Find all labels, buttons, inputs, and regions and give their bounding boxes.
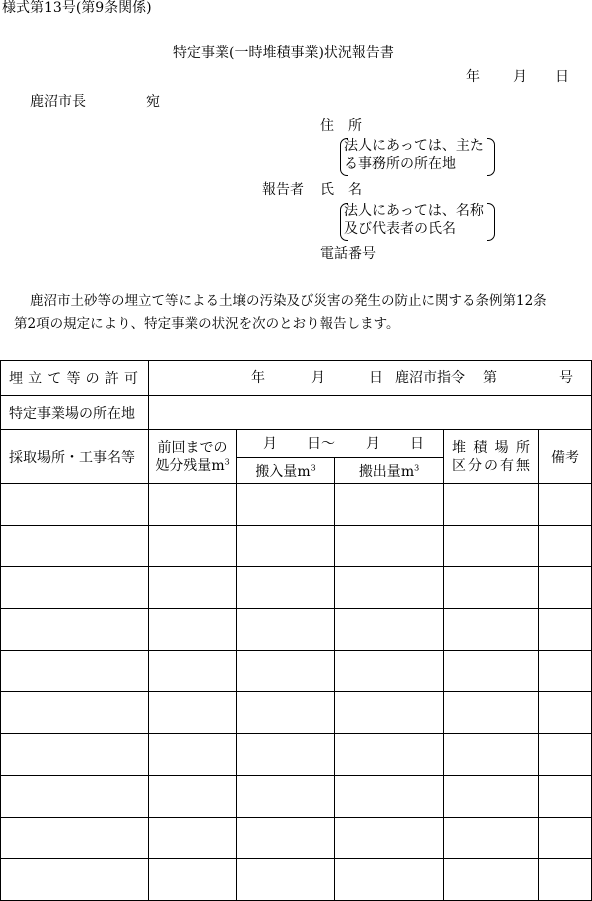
remarks-header: 備考 (539, 430, 592, 484)
table-row (1, 484, 592, 526)
in-amount-cell[interactable] (237, 650, 335, 692)
remarks-cell[interactable] (539, 484, 592, 526)
period-day1: 日～ (307, 435, 335, 452)
out-amount-cell[interactable] (335, 484, 444, 526)
out-amount-cell[interactable] (335, 650, 444, 692)
table-row (1, 650, 592, 692)
period-month2: 月 (366, 435, 380, 452)
in-amount-cell[interactable] (237, 567, 335, 609)
permit-label: 埋 立 て 等 の 許 可 (9, 371, 138, 387)
date-day: 日 (555, 69, 569, 85)
prev-balance-cell[interactable] (149, 609, 237, 651)
source-cell[interactable] (1, 525, 149, 567)
address-note-line1: 法人にあっては、主た (344, 138, 484, 154)
period-header (237, 430, 444, 458)
storage-cell[interactable] (444, 817, 539, 859)
prev-balance-cell[interactable] (149, 775, 237, 817)
storage-cell[interactable] (444, 650, 539, 692)
table-row (1, 567, 592, 609)
storage-cell[interactable] (444, 734, 539, 776)
table-row (1, 609, 592, 651)
prev-balance-cell[interactable] (149, 525, 237, 567)
out-amount-cell[interactable] (335, 567, 444, 609)
out-amount-cell[interactable] (335, 609, 444, 651)
permit-dai: 第 (483, 370, 497, 386)
name-note-line1: 法人にあっては、名称 (344, 203, 484, 219)
remarks-cell[interactable] (539, 650, 592, 692)
prev-balance-cell[interactable] (149, 692, 237, 734)
storage-cell[interactable] (444, 609, 539, 651)
permit-year: 年 (251, 370, 265, 386)
source-cell[interactable] (1, 734, 149, 776)
prev-balance-cell[interactable] (149, 650, 237, 692)
permit-go: 号 (559, 370, 573, 386)
remarks-cell[interactable] (539, 859, 592, 901)
source-cell[interactable] (1, 567, 149, 609)
source-cell[interactable] (1, 817, 149, 859)
remarks-cell[interactable] (539, 734, 592, 776)
out-amount-header: 搬出量$m^3$ (335, 458, 444, 484)
phone-label: 電話番号 (320, 246, 376, 262)
addressee-suffix: 宛 (146, 94, 160, 110)
remarks-cell[interactable] (539, 525, 592, 567)
storage-cell[interactable] (444, 775, 539, 817)
prev-balance-cell[interactable] (149, 817, 237, 859)
date-year: 年 (466, 69, 480, 85)
storage-cell[interactable] (444, 692, 539, 734)
date-month: 月 (513, 69, 527, 85)
prev-balance-cell[interactable] (149, 567, 237, 609)
in-amount-cell[interactable] (237, 525, 335, 567)
table-row (1, 734, 592, 776)
body-text-line1: 鹿沼市土砂等の埋立て等による土壌の汚染及び災害の発生の防止に関する条例第12条 (30, 293, 547, 309)
storage-cell[interactable] (444, 567, 539, 609)
remarks-cell[interactable] (539, 692, 592, 734)
prev-balance-header (149, 430, 237, 484)
source-header: 採取場所・工事名等 (1, 430, 149, 484)
document-title: 特定事業(一時堆積事業)状況報告書 (173, 45, 394, 61)
name-note-line2: 及び代表者の氏名 (344, 221, 456, 237)
out-amount-cell[interactable] (335, 775, 444, 817)
prev-balance-cell[interactable] (149, 484, 237, 526)
storage-line1: 堆 積 場 所 (452, 439, 530, 456)
source-cell[interactable] (1, 484, 149, 526)
permit-city: 鹿沼市指令 (395, 370, 465, 386)
out-amount-cell[interactable] (335, 734, 444, 776)
source-cell[interactable] (1, 775, 149, 817)
reporter-label: 報告者 (262, 182, 304, 198)
remarks-cell[interactable] (539, 609, 592, 651)
storage-cell[interactable] (444, 525, 539, 567)
source-cell[interactable] (1, 650, 149, 692)
address-label: 住 所 (320, 118, 362, 134)
permit-label-cell (1, 361, 149, 396)
in-amount-cell[interactable] (237, 734, 335, 776)
in-amount-header: 搬入量$m^3$ (237, 458, 335, 484)
in-amount-cell[interactable] (237, 692, 335, 734)
storage-cell[interactable] (444, 484, 539, 526)
permit-row (1, 361, 592, 396)
period-day2: 日 (410, 435, 424, 452)
location-label: 特定事業場の所在地 (1, 396, 149, 430)
location-row (1, 396, 592, 430)
period-month1: 月 (263, 435, 277, 452)
table-row (1, 775, 592, 817)
in-amount-cell[interactable] (237, 775, 335, 817)
permit-value (149, 368, 591, 388)
form-number: 様式第13号(第9条関係) (2, 0, 152, 16)
report-table (0, 360, 592, 901)
in-amount-cell[interactable] (237, 859, 335, 901)
prev-balance-line2: 処分残量$m^3$ (155, 456, 230, 474)
table-row (1, 817, 592, 859)
source-cell[interactable] (1, 692, 149, 734)
table-row (1, 692, 592, 734)
remarks-cell[interactable] (539, 775, 592, 817)
prev-balance-cell[interactable] (149, 859, 237, 901)
permit-value-cell[interactable] (149, 361, 592, 396)
permit-day: 日 (369, 370, 383, 386)
table-row (1, 525, 592, 567)
table-row (1, 859, 592, 901)
addressee-name: 鹿沼市長 (30, 94, 86, 110)
prev-balance-line1: 前回までの (157, 439, 228, 456)
storage-header (444, 430, 539, 484)
in-amount-cell[interactable] (237, 609, 335, 651)
out-amount-cell[interactable] (335, 859, 444, 901)
out-amount-cell[interactable] (335, 692, 444, 734)
remarks-cell[interactable] (539, 817, 592, 859)
out-amount-cell[interactable] (335, 525, 444, 567)
body-text-line2: 第2項の規定により、特定事業の状況を次のとおり報告します。 (14, 316, 400, 332)
storage-line2: 区 分 の 有 無 (452, 457, 530, 474)
location-value-cell[interactable] (149, 396, 592, 430)
permit-month: 月 (311, 370, 325, 386)
out-amount-cell[interactable] (335, 817, 444, 859)
source-cell[interactable] (1, 609, 149, 651)
header-row-1 (1, 430, 592, 458)
address-note-line2: る事務所の所在地 (344, 156, 456, 172)
name-label: 氏 名 (320, 182, 362, 198)
prev-balance-cell[interactable] (149, 734, 237, 776)
source-cell[interactable] (1, 859, 149, 901)
in-amount-cell[interactable] (237, 484, 335, 526)
in-amount-cell[interactable] (237, 817, 335, 859)
storage-cell[interactable] (444, 859, 539, 901)
remarks-cell[interactable] (539, 567, 592, 609)
